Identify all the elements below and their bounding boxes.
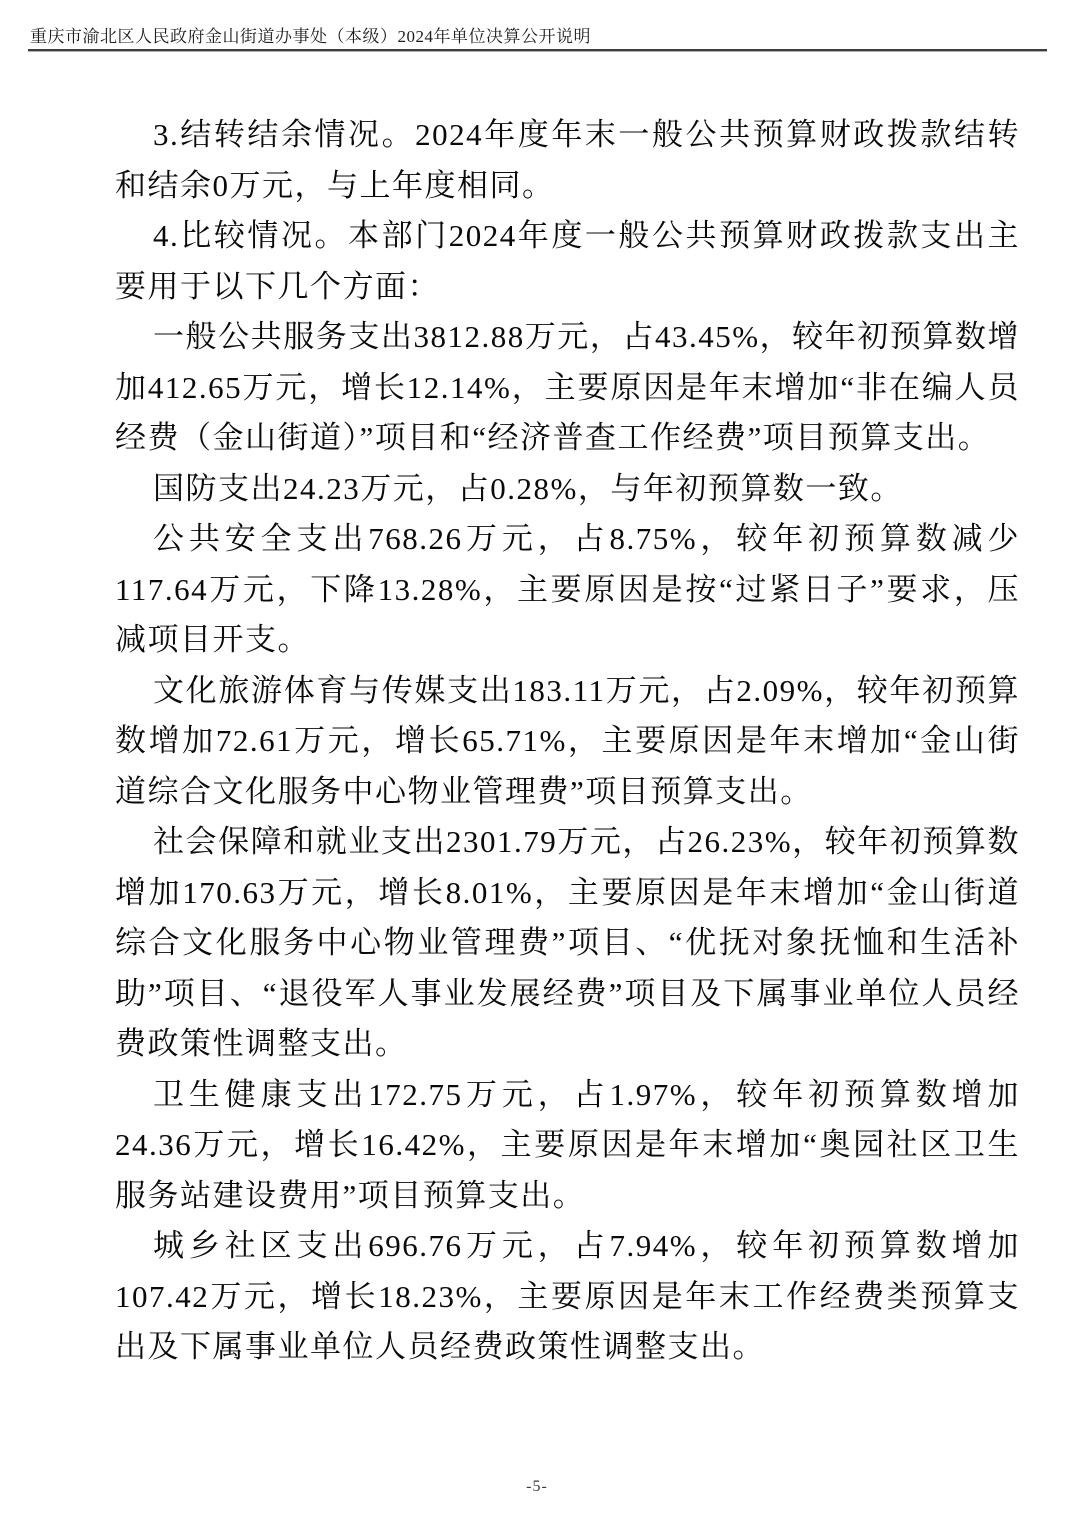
header-rule	[28, 49, 1047, 52]
paragraph: 社会保障和就业支出2301.79万元，占26.23%，较年初预算数增加170.63万元，增长8.01%，主要原因是年末增加“金山街道综合文化服务中心物业管理费”项目、“优抚对象抚恤和生活补助”项目、“退役军人事业发展经费”项目及下属事业单位人员经费政策性调整支出。	[115, 824, 1020, 1061]
paragraph: 一般公共服务支出3812.88万元，占43.45%，较年初预算数增加412.65万元，增长12.14%，主要原因是年末增加“非在编人员经费（金山街道）”项目和“经济普查工作经费”项目预算支出。	[115, 319, 1020, 455]
document-body	[115, 110, 1020, 1373]
paragraph: 国防支出24.23万元，占0.28%，与年初预算数一致。	[153, 470, 903, 506]
paragraph: 4.比较情况。本部门2024年度一般公共预算财政拨款支出主要用于以下几个方面：	[115, 218, 1020, 304]
page-number: -5-	[526, 1478, 548, 1495]
header-title: 重庆市渝北区人民政府金山街道办事处（本级）2024年单位决算公开说明	[30, 27, 591, 46]
paragraph: 城乡社区支出696.76万元，占7.94%，较年初预算数增加107.42万元，增长18.23%，主要原因是年末工作经费类预算支出及下属事业单位人员经费政策性调整支出。	[115, 1228, 1020, 1364]
paragraph: 卫生健康支出172.75万元，占1.97%，较年初预算数增加24.36万元，增长16.42%，主要原因是年末增加“奥园社区卫生服务站建设费用”项目预算支出。	[115, 1076, 1020, 1213]
paragraph: 公共安全支出768.26万元，占8.75%，较年初预算数减少117.64万元，下降13.28%，主要原因是按“过紧日子”要求，压减项目开支。	[115, 521, 1020, 657]
paragraph: 文化旅游体育与传媒支出183.11万元，占2.09%，较年初预算数增加72.61万元，增长65.71%，主要原因是年末增加“金山街道综合文化服务中心物业管理费”项目预算支出。	[115, 672, 1020, 809]
paragraph: 3.结转结余情况。2024年度年末一般公共预算财政拨款结转和结余0万元，与上年度相同。	[115, 117, 1020, 203]
